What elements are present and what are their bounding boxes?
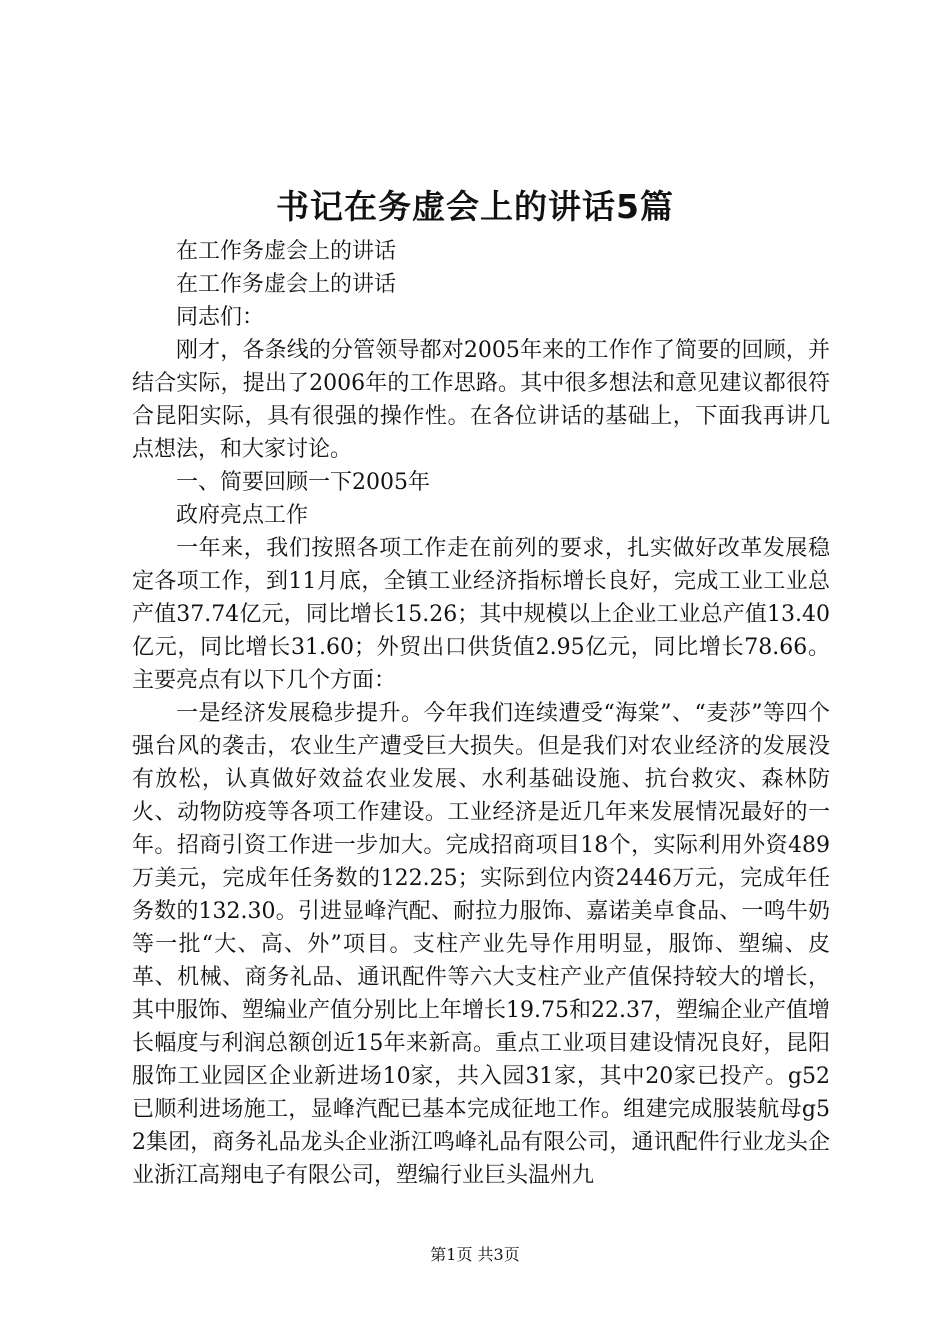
page-footer <box>0 1244 950 1266</box>
paragraph: 刚才，各条线的分管领导都对2005年来的工作作了简要的回顾，并结合实际，提出了2006年的工作思路。其中很多想法和意见建议都很符合昆阳实际，具有很强的操作性。在各位讲话的基础上，下面我再讲几点想法，和大家讨论。 <box>132 338 830 462</box>
paragraph: 同志们： <box>176 305 265 330</box>
paragraph: 在工作务虚会上的讲话 <box>176 239 397 264</box>
document-body <box>132 235 830 1192</box>
document-title: 书记在务虚会上的讲话5篇 <box>276 187 674 226</box>
paragraph: 一是经济发展稳步提升。今年我们连续遭受“海棠”、“麦莎”等四个强台风的袭击，农业生产遭受巨大损失。但是我们对农业经济的发展没有放松，认真做好效益农业发展、水利基础设施、抗台救灾、森林防火、动物防疫等各项工作建设。工业经济是近几年来发展情况最好的一年。招商引资工作进一步加大。完成招商项目18个，实际利用外资489万美元，完成年任务数的122.25；实际到位内资2446万元，完成年任务数的132.30。引进显峰汽配、耐拉力服饰、嘉诺美卓食品、一鸣牛奶等一批“大、高、外”项目。支柱产业先导作用明显，服饰、塑编、皮革、机械、商务礼品、通讯配件等六大支柱产业产值保持较大的增长，其中服饰、塑编业产值分别比上年增长19.75和22.37，塑编企业产值增长幅度与利润总额创近15年来新高。重点工业项目建设情况良好，昆阳服饰工业园区企业新进场10家，共入园31家，其中20家已投产。g52已顺利进场施工，显峰汽配已基本完成征地工作。组建完成服装航母g52集团，商务礼品龙头企业浙江鸣峰礼品有限公司，通讯配件行业龙头企业浙江高翔电子有限公司，塑编行业巨头温州九 <box>132 701 830 1188</box>
paragraph: 一、简要回顾一下2005年 <box>176 470 430 495</box>
paragraph: 在工作务虚会上的讲话 <box>176 272 397 297</box>
paragraph: 一年来，我们按照各项工作走在前列的要求，扎实做好改革发展稳定各项工作，到11月底，全镇工业经济指标增长良好，完成工业工业总产值37.74亿元，同比增长15.26；其中规模以上企业工业总产值13.40亿元，同比增长31.60；外贸出口供货值2.95亿元，同比增长78.66。主要亮点有以下几个方面： <box>132 536 830 693</box>
page-number: 第1页 共3页 <box>430 1245 520 1264</box>
paragraph: 政府亮点工作 <box>176 503 309 528</box>
